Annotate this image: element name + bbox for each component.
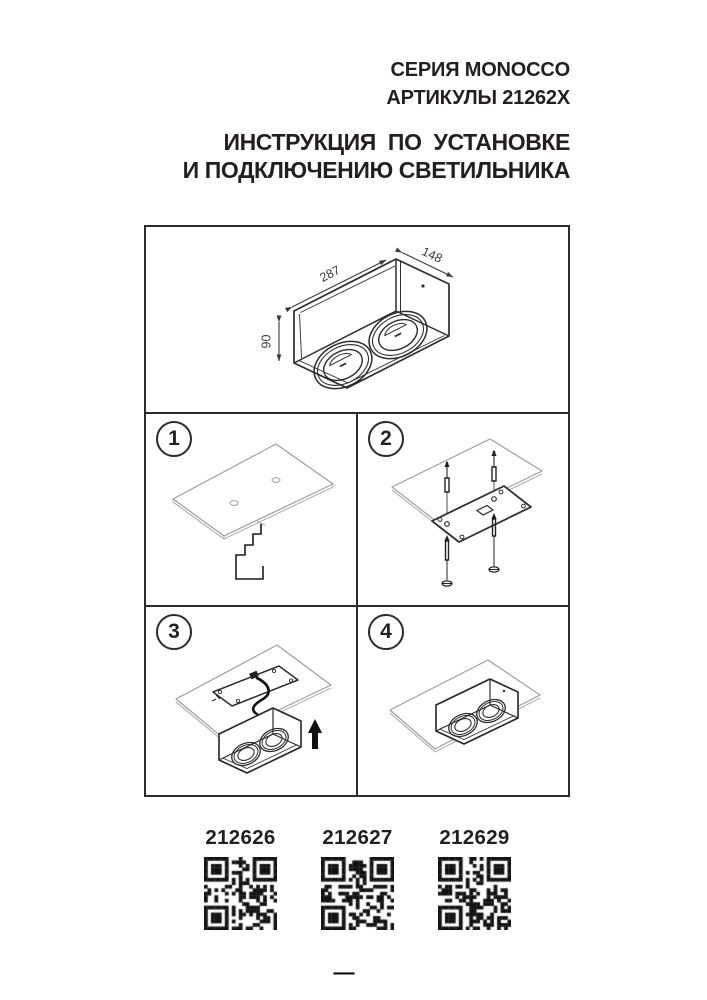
step-badge [368,421,404,457]
step-badge [156,421,192,457]
document-title [183,129,570,184]
power-cable [236,524,263,579]
mounting-plate [212,666,298,706]
fixture-box [219,708,301,773]
panel-step-4 [358,607,568,797]
up-arrow-icon [308,719,322,749]
figure-frame [144,225,570,797]
dim-label-height: 90 [259,334,274,349]
screw-dot [421,284,424,287]
series-name: СЕРИЯ MONOCCO [390,59,570,81]
title-line-1: ИНСТРУКЦИЯ ПО УСТАНОВКЕ [223,129,570,155]
title-line-2: И ПОДКЛЮЧЕНИЮ СВЕТИЛЬНИКА [182,156,570,183]
step-number: 4 [380,620,392,643]
screw-dot [503,690,505,692]
step-badge [368,614,404,650]
fold-mark: — [333,961,355,984]
qr-code [321,857,394,930]
panel-product-diagram [146,227,568,412]
step-number: 3 [168,620,180,643]
fixture-box [436,679,518,744]
ceiling-plate [173,444,333,539]
dim-label-width: 148 [419,244,445,266]
step-number: 1 [168,427,180,450]
product-item [204,827,277,930]
product-code: 212629 [439,826,510,849]
mount-hole [230,501,238,506]
panel-step-2 [358,414,568,605]
articles-line: АРТИКУЛЫ 21262X [386,87,570,109]
qr-code [438,857,511,930]
product-code: 212626 [205,826,276,849]
product-item [438,827,511,930]
product-code: 212627 [322,826,393,849]
product-item [321,827,394,930]
header-block [386,56,570,112]
qr-code [204,857,277,930]
panel-step-3 [146,607,356,797]
dimension-lines [260,244,454,361]
step-badge [156,614,192,650]
dim-label-length: 287 [317,263,343,285]
step-number: 2 [380,427,392,450]
mount-hole [272,478,280,483]
panel-step-1 [146,414,356,605]
product-dimension-drawing [146,227,568,412]
product-codes-section [145,827,570,930]
